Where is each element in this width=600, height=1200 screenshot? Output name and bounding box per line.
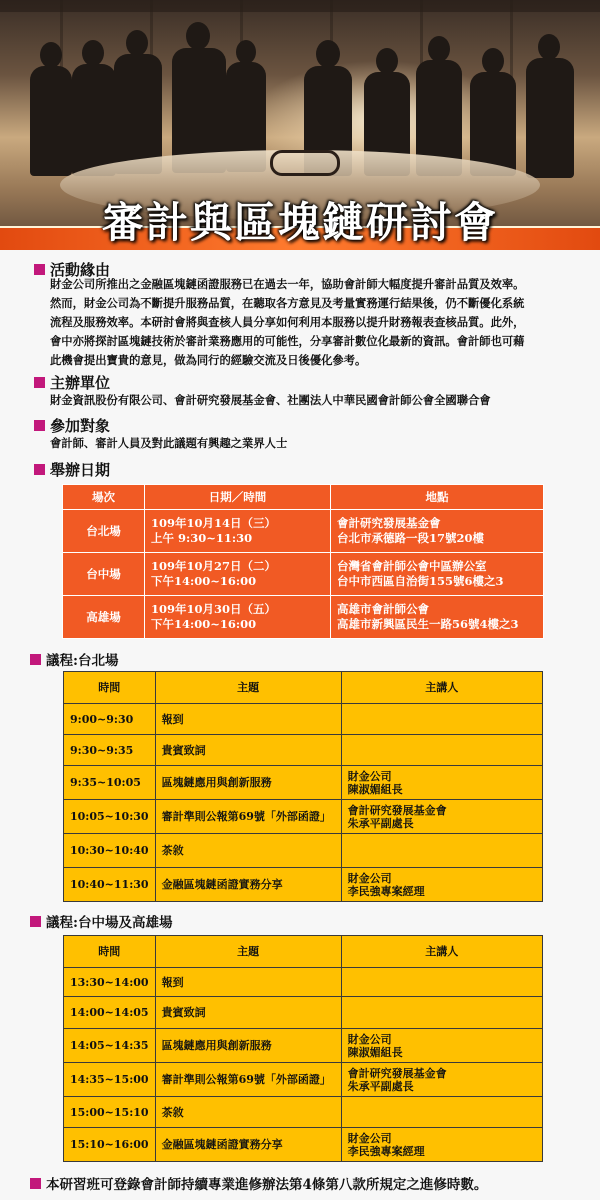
square-bullet-icon	[34, 377, 45, 388]
person-silhouette	[482, 48, 504, 74]
table-row	[64, 1063, 543, 1097]
person-silhouette	[428, 36, 450, 62]
table-row	[64, 704, 543, 735]
square-bullet-icon	[30, 916, 41, 927]
section-heading-label: 議程:台北場	[46, 653, 119, 669]
column-header: 主題	[155, 936, 341, 968]
speaker-cell	[341, 968, 542, 997]
section-heading-agenda-taipei	[30, 649, 118, 669]
venue-name: 高雄市會計師公會	[337, 602, 429, 616]
person-silhouette	[538, 34, 560, 60]
person-silhouette	[376, 48, 398, 74]
session-cell: 台北場	[63, 510, 145, 553]
column-header: 場次	[63, 485, 145, 510]
topic-cell: 區塊鏈應用與創新服務	[155, 1029, 341, 1063]
speaker-org: 財金公司	[347, 1131, 392, 1145]
column-header: 主講人	[341, 672, 542, 704]
speaker-org: 財金公司	[347, 1032, 392, 1046]
speaker-cell	[341, 997, 542, 1029]
speaker-name: 朱承平副處長	[347, 1079, 414, 1093]
paragraph-line: 然而，財金公司為不斷提升服務品質，在聽取各方意見及考量實務運行結果後，仍不斷優化系統	[50, 296, 525, 310]
table-header-row	[63, 485, 544, 510]
venue-name: 會計研究發展基金會	[337, 516, 441, 530]
table-row	[63, 596, 544, 639]
person-silhouette	[126, 30, 148, 56]
speaker-org: 財金公司	[347, 769, 392, 783]
speaker-cell	[341, 834, 542, 868]
column-header: 主題	[155, 672, 341, 704]
speaker-org: 會計研究發展基金會	[347, 1066, 447, 1080]
person-silhouette	[72, 64, 116, 176]
time-cell: 9:00~9:30	[64, 704, 156, 735]
audience-text: 會計師、審計人員及對此議題有興趣之業界人士	[50, 436, 288, 450]
speaker-cell	[341, 800, 542, 834]
session-cell: 台中場	[63, 553, 145, 596]
table-header-row	[64, 936, 543, 968]
speaker-org: 會計研究發展基金會	[347, 803, 447, 817]
section-heading-label: 主辦單位	[50, 374, 111, 392]
time-cell: 14:00~14:05	[64, 997, 156, 1029]
time-cell: 10:30~10:40	[64, 834, 156, 868]
venue-cell	[331, 510, 544, 553]
column-header: 日期／時間	[145, 485, 331, 510]
topic-cell: 貴賓致詞	[155, 997, 341, 1029]
square-bullet-icon	[30, 654, 41, 665]
section-heading-dates	[34, 459, 110, 480]
section-heading-label: 議程:台中場及高雄場	[46, 915, 173, 931]
square-bullet-icon	[34, 264, 45, 275]
table-row	[64, 1029, 543, 1063]
column-header: 主講人	[341, 936, 542, 968]
paragraph-line: 此機會提出寶貴的意見，做為同行的經驗交流及日後優化參考。	[50, 353, 367, 367]
topic-cell: 茶敘	[155, 1097, 341, 1128]
topic-cell: 區塊鏈應用與創新服務	[155, 766, 341, 800]
time-cell: 14:35~15:00	[64, 1063, 156, 1097]
agenda-table-taipei	[63, 671, 543, 902]
speaker-name: 陳淑媚組長	[347, 782, 403, 796]
footer-note	[30, 1173, 487, 1193]
venue-address: 台中市西區自治街155號6樓之3	[337, 574, 504, 588]
venue-name: 台灣省會計師公會中區辦公室	[337, 559, 487, 573]
venue-cell	[331, 596, 544, 639]
page-title: 審計與區塊鏈研討會	[101, 198, 498, 247]
table-row	[64, 997, 543, 1029]
venue-cell	[331, 553, 544, 596]
agenda-table-central	[63, 935, 543, 1162]
datetime-cell	[145, 596, 331, 639]
paragraph-line: 財金公司所推出之金融區塊鏈函證服務已在過去一年，協助會計師大幅度提升審計品質及效率。	[50, 277, 525, 291]
hero-banner	[0, 0, 600, 250]
paragraph-line: 流程及服務效率。本研討會將與查核人員分享如何利用本服務以提升財務報表查核品質。此外，	[50, 315, 525, 329]
time-cell: 14:05~14:35	[64, 1029, 156, 1063]
speaker-cell	[341, 735, 542, 766]
venue-address: 高雄市新興區民生一路56號4樓之3	[337, 617, 519, 631]
topic-cell: 金融區塊鏈函證實務分享	[155, 868, 341, 902]
table-row	[64, 868, 543, 902]
speaker-name: 李民強專案經理	[347, 1144, 425, 1158]
paragraph-line: 會中亦將探討區塊鏈技術於審計業務應用的可能性，分享審計數位化最新的資訊。會計師也可藉	[50, 334, 525, 348]
time-cell: 15:00~15:10	[64, 1097, 156, 1128]
speaker-cell	[341, 704, 542, 735]
time-cell: 10:40~11:30	[64, 868, 156, 902]
table-row	[64, 1128, 543, 1162]
datetime-cell	[145, 553, 331, 596]
topic-cell: 茶敘	[155, 834, 341, 868]
background-paragraph	[50, 275, 570, 370]
speaker-name: 李民強專案經理	[347, 884, 425, 898]
table-row	[63, 553, 544, 596]
table-row	[64, 834, 543, 868]
topic-cell: 報到	[155, 704, 341, 735]
section-heading-label: 舉辦日期	[50, 461, 111, 479]
speaker-cell	[341, 868, 542, 902]
topic-cell: 貴賓致詞	[155, 735, 341, 766]
topic-cell: 審計準則公報第69號「外部函證」	[155, 1063, 341, 1097]
eyeglasses-icon	[270, 150, 340, 176]
person-silhouette	[316, 40, 340, 68]
column-header: 地點	[331, 485, 544, 510]
schedule-table	[62, 484, 544, 639]
speaker-name: 陳淑媚組長	[347, 1045, 403, 1059]
speaker-cell	[341, 766, 542, 800]
table-row	[64, 968, 543, 997]
time-cell: 15:10~16:00	[64, 1128, 156, 1162]
speaker-name: 朱承平副處長	[347, 816, 414, 830]
time-cell: 13:30~14:00	[64, 968, 156, 997]
table-row	[64, 1097, 543, 1128]
date-text: 109年10月14日（三）	[151, 516, 277, 530]
section-heading-agenda-central	[30, 911, 172, 931]
topic-cell: 審計準則公報第69號「外部函證」	[155, 800, 341, 834]
datetime-cell	[145, 510, 331, 553]
column-header: 時間	[64, 936, 156, 968]
speaker-cell	[341, 1097, 542, 1128]
person-silhouette	[114, 54, 162, 174]
venue-address: 台北市承德路一段17號20樓	[337, 531, 485, 545]
organizer-text: 財金資訊股份有限公司、會計研究發展基金會、社團法人中華民國會計師公會全國聯合會	[50, 393, 491, 407]
topic-cell: 金融區塊鏈函證實務分享	[155, 1128, 341, 1162]
time-text: 下午14:00~16:00	[151, 574, 257, 588]
topic-cell: 報到	[155, 968, 341, 997]
section-heading-audience	[34, 415, 110, 436]
column-header: 時間	[64, 672, 156, 704]
table-row	[64, 800, 543, 834]
speaker-cell	[341, 1029, 542, 1063]
person-silhouette	[186, 22, 210, 50]
person-silhouette	[30, 66, 72, 176]
person-silhouette	[236, 40, 256, 64]
square-bullet-icon	[34, 420, 45, 431]
person-silhouette	[82, 40, 104, 66]
table-header-row	[64, 672, 543, 704]
speaker-org: 財金公司	[347, 871, 392, 885]
section-heading-label: 參加對象	[50, 417, 111, 435]
speaker-cell	[341, 1128, 542, 1162]
person-silhouette	[526, 58, 574, 178]
time-text: 下午14:00~16:00	[151, 617, 257, 631]
section-heading-organizer	[34, 372, 110, 393]
person-silhouette	[40, 42, 62, 68]
footer-note-text: 本研習班可登錄會計師持續專業進修辦法第4條第八款所規定之進修時數。	[46, 1177, 488, 1193]
table-row	[64, 735, 543, 766]
table-row	[64, 766, 543, 800]
date-text: 109年10月27日（二）	[151, 559, 277, 573]
speaker-cell	[341, 1063, 542, 1097]
time-cell: 9:35~10:05	[64, 766, 156, 800]
time-cell: 10:05~10:30	[64, 800, 156, 834]
section-heading-label: 活動緣由	[50, 261, 111, 279]
square-bullet-icon	[34, 464, 45, 475]
session-cell: 高雄場	[63, 596, 145, 639]
date-text: 109年10月30日（五）	[151, 602, 277, 616]
time-text: 上午 9:30~11:30	[151, 531, 253, 545]
table-row	[63, 510, 544, 553]
time-cell: 9:30~9:35	[64, 735, 156, 766]
square-bullet-icon	[30, 1178, 41, 1189]
